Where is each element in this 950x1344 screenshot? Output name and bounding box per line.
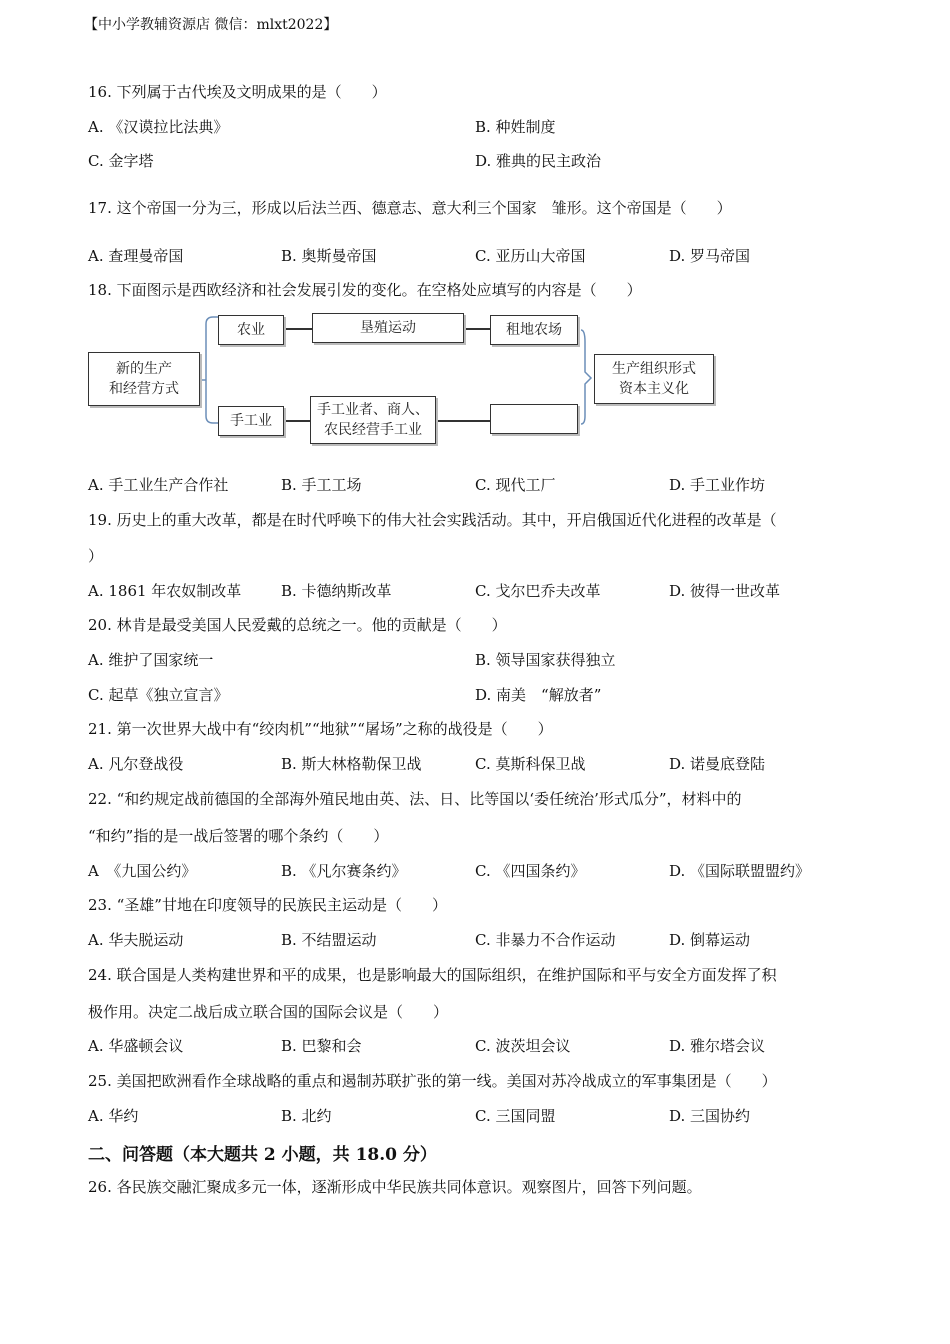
question-19-stem: 19. 历史上的重大改革，都是在时代呼唤下的伟大社会实践活动。其中，开启俄国近代化进程的改革是（ [88, 511, 777, 529]
question-21-stem: 21. 第一次世界大战中有“绞肉机”“地狱”“屠场”之称的战役是（ ） [88, 720, 553, 738]
question-17-stem: 17. 这个帝国一分为三，形成以后法兰西、德意志、意大利三个国家 雏形。这个帝国是（ ） [88, 199, 732, 217]
q21-option-c: C. 莫斯科保卫战 [475, 755, 586, 773]
q24-option-c: C. 波茨坦会议 [475, 1037, 571, 1055]
q22-option-d: D. 《国际联盟盟约》 [669, 862, 811, 880]
capitalist-line-2: 资本主义化 [619, 381, 689, 397]
q24-option-b: B. 巴黎和会 [281, 1037, 362, 1055]
q22-option-b: B. 《凡尔赛条约》 [281, 862, 407, 880]
q19-option-c: C. 戈尔巴乔夫改革 [475, 582, 601, 600]
q25-option-c: C. 三国同盟 [475, 1107, 556, 1125]
q17-option-b: B. 奥斯曼帝国 [281, 247, 377, 265]
q18-option-c: C. 现代工厂 [475, 476, 556, 494]
leased-farm-box: 租地农场 [490, 315, 578, 345]
q18-option-b: B. 手工工场 [281, 476, 362, 494]
q24-option-a: A. 华盛顿会议 [88, 1037, 184, 1055]
q16-option-c: C. 金字塔 [88, 152, 154, 170]
q20-option-b: B. 领导国家获得独立 [475, 651, 616, 669]
craftsmen-line-2: 农民经营手工业 [324, 422, 422, 438]
q21-option-d: D. 诺曼底登陆 [669, 755, 766, 773]
q25-option-d: D. 三国协约 [669, 1107, 751, 1125]
q25-option-b: B. 北约 [281, 1107, 332, 1125]
question-24-stem: 24. 联合国是人类构建世界和平的成果，也是影响最大的国际组织，在维护国际和平与安全方面发挥了积 [88, 966, 777, 984]
new-production-mode-box [88, 352, 200, 406]
q24-option-d: D. 雅尔塔会议 [669, 1037, 766, 1055]
question-22-stem-cont: “和约”指的是一战后签署的哪个条约（ ） [88, 827, 389, 845]
question-26-stem: 26. 各民族交融汇聚成多元一体，逐渐形成中华民族共同体意识。观察图片，回答下列问题。 [88, 1178, 702, 1196]
section-2-heading: 二、问答题（本大题共 2 小题，共 18.0 分） [88, 1145, 437, 1165]
q16-option-d: D. 雅典的民主政治 [475, 152, 602, 170]
craftsmen-line-1: 手工业者、商人、 [317, 402, 429, 418]
capitalist-organization-box [594, 354, 714, 404]
q21-option-a: A. 凡尔登战役 [88, 755, 184, 773]
question-16-stem: 16. 下列属于古代埃及文明成果的是（ ） [88, 83, 387, 101]
question-18-stem: 18. 下面图示是西欧经济和社会发展引发的变化。在空格处应填写的内容是（ ） [88, 281, 642, 299]
q20-option-a: A. 维护了国家统一 [88, 651, 214, 669]
blank-answer-box [490, 404, 578, 434]
q18-option-a: A. 手工业生产合作社 [88, 476, 229, 494]
q17-option-d: D. 罗马帝国 [669, 247, 751, 265]
q23-option-a: A. 华夫脱运动 [88, 931, 184, 949]
agriculture-box: 农业 [218, 315, 284, 345]
new-production-line-2: 和经营方式 [109, 381, 179, 397]
q17-option-c: C. 亚历山大帝国 [475, 247, 586, 265]
question-23-stem: 23. “圣雄”甘地在印度领导的民族民主运动是（ ） [88, 896, 447, 914]
new-production-line-1: 新的生产 [116, 361, 172, 377]
q23-option-c: C. 非暴力不合作运动 [475, 931, 616, 949]
q21-option-b: B. 斯大林格勒保卫战 [281, 755, 422, 773]
q22-option-a: A 《九国公约》 [88, 862, 197, 880]
q16-option-a: A. 《汉谟拉比法典》 [88, 118, 229, 136]
handicraft-box: 手工业 [218, 406, 284, 436]
q19-option-d: D. 彼得一世改革 [669, 582, 781, 600]
header-watermark: 【中小学教辅资源店 微信：mlxt2022】 [84, 17, 338, 33]
q22-option-c: C. 《四国条约》 [475, 862, 586, 880]
q25-option-a: A. 华约 [88, 1107, 139, 1125]
question-24-stem-cont: 极作用。决定二战后成立联合国的国际会议是（ ） [88, 1003, 449, 1021]
craftsmen-box [310, 396, 436, 444]
question-20-stem: 20. 林肯是最受美国人民爱戴的总统之一。他的贡献是（ ） [88, 616, 507, 634]
q17-option-a: A. 查理曼帝国 [88, 247, 184, 265]
q16-option-b: B. 种姓制度 [475, 118, 556, 136]
question-22-stem: 22. “和约规定战前德国的全部海外殖民地由英、法、日、比等国以‘委任统治’形式瓜分”，材料中的 [88, 790, 742, 808]
q20-option-d: D. 南美 “解放者” [475, 686, 602, 704]
q18-option-d: D. 手工业作坊 [669, 476, 766, 494]
q23-option-b: B. 不结盟运动 [281, 931, 377, 949]
reclamation-box: 垦殖运动 [312, 313, 464, 343]
q19-option-b: B. 卡德纳斯改革 [281, 582, 392, 600]
capitalist-line-1: 生产组织形式 [612, 361, 696, 377]
q20-option-c: C. 起草《独立宣言》 [88, 686, 229, 704]
question-19-stem-cont: ） [88, 547, 104, 565]
question-25-stem: 25. 美国把欧洲看作全球战略的重点和遏制苏联扩张的第一线。美国对苏冷战成立的军事集团是（ ） [88, 1072, 777, 1090]
q19-option-a: A. 1861 年农奴制改革 [88, 582, 242, 600]
q23-option-d: D. 倒幕运动 [669, 931, 751, 949]
